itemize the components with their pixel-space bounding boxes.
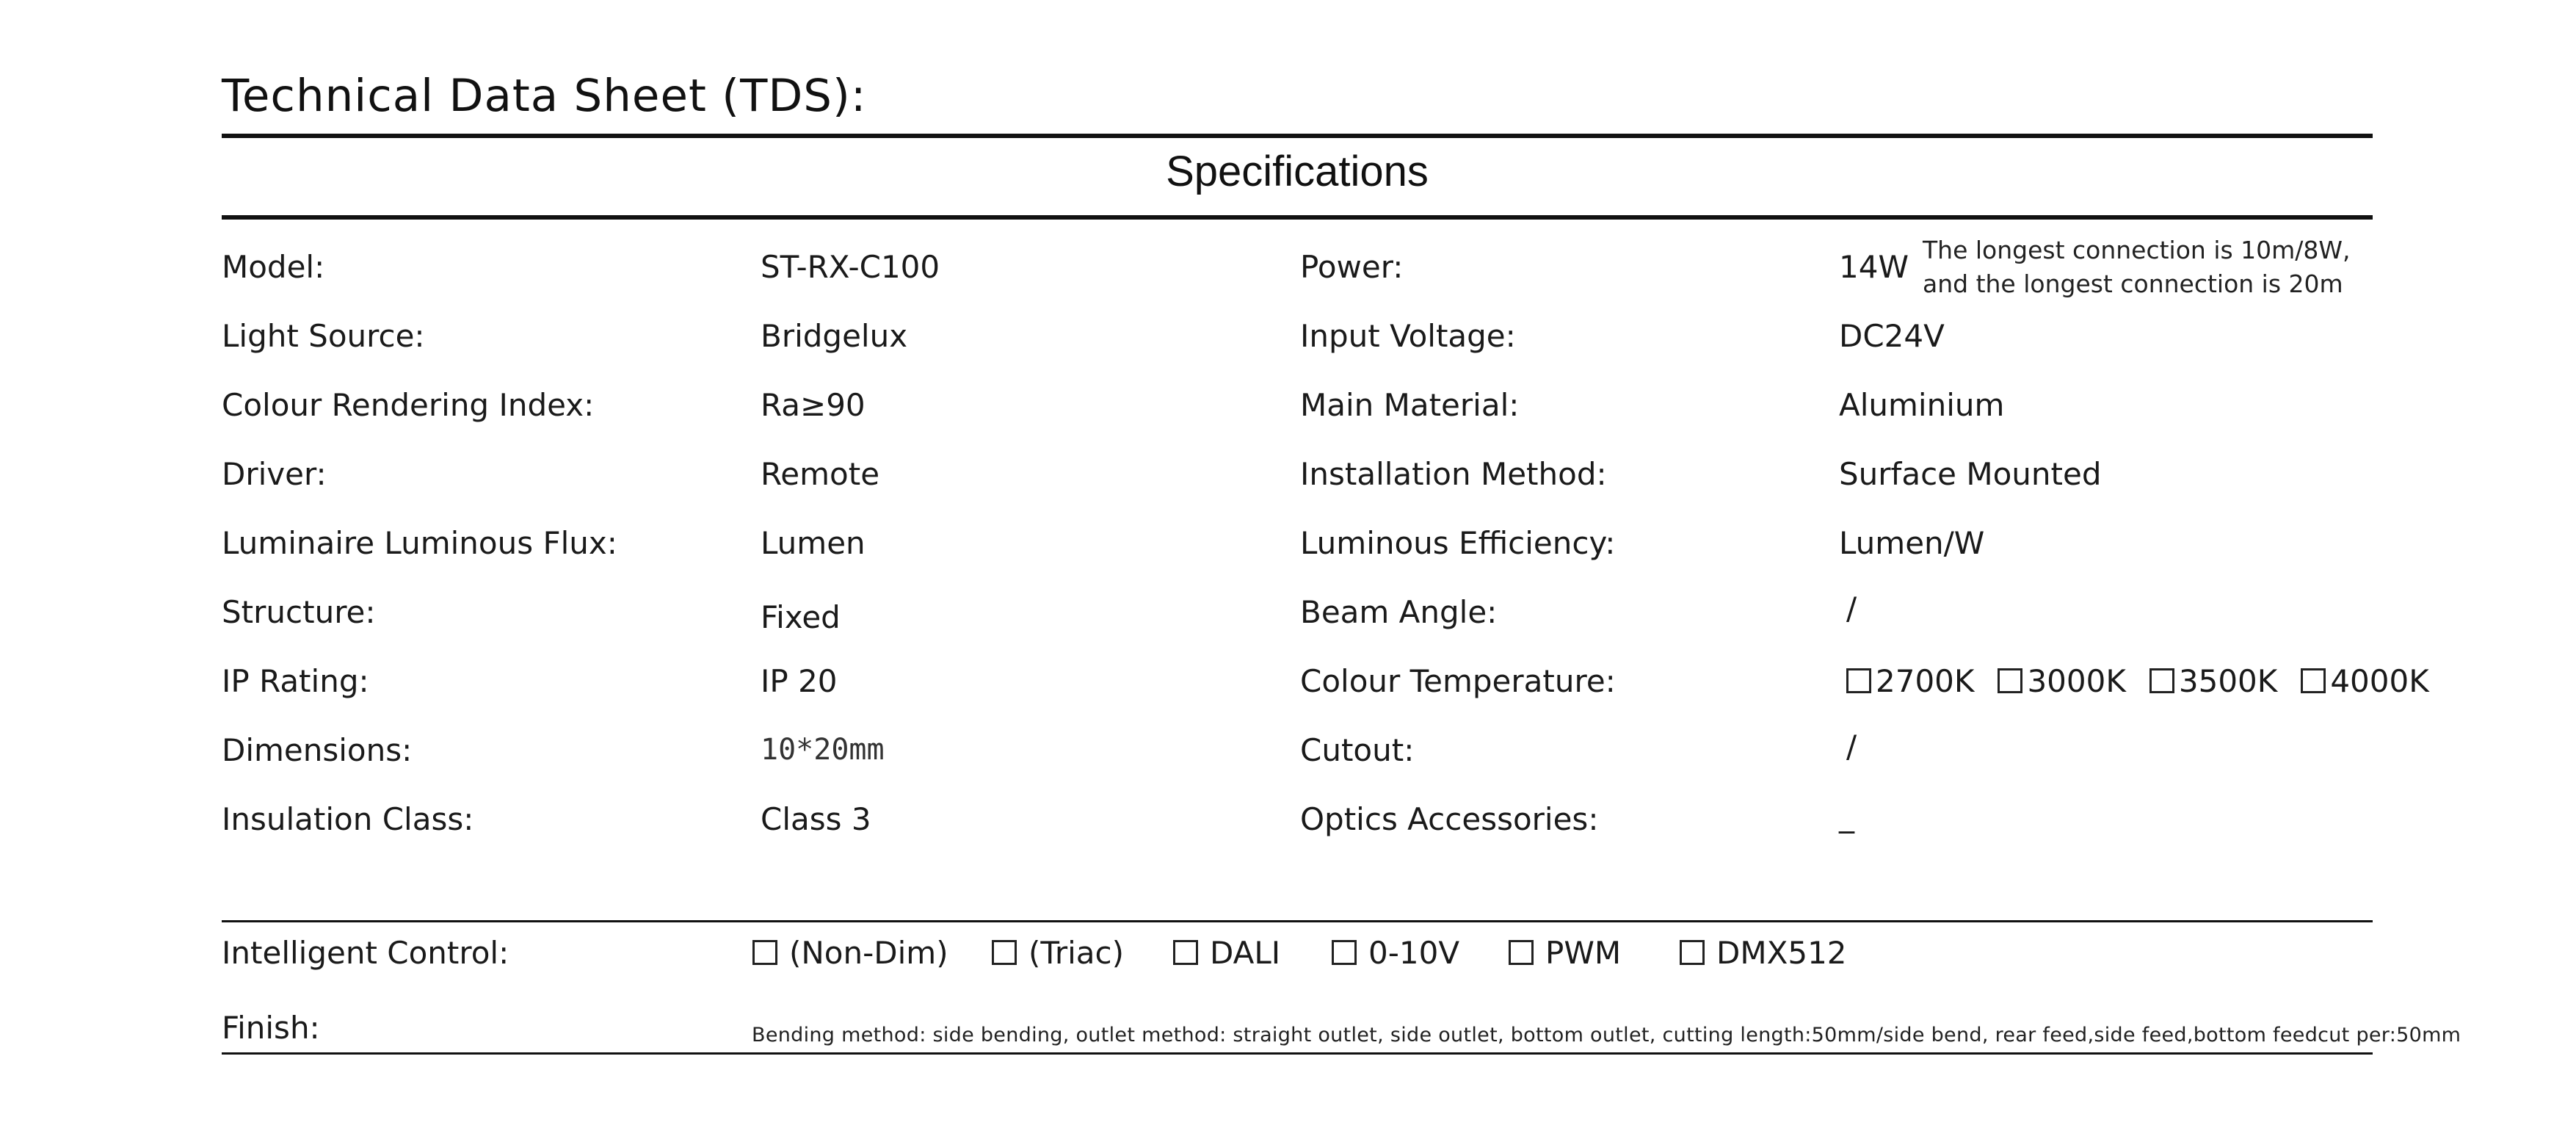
title-divider [222, 134, 2373, 138]
power-note-line-2: and the longest connection is 20m [1923, 270, 2343, 298]
checkbox-icon [1846, 668, 1871, 693]
checkbox-icon [752, 940, 777, 965]
control-option-non-dim[interactable]: (Non-Dim) [752, 938, 948, 969]
optics-value: _ [1839, 798, 1854, 834]
model-label: Model: [222, 249, 325, 285]
driver-label: Driver: [222, 456, 327, 492]
checkbox-icon [1998, 668, 2022, 693]
power-note-line-1: The longest connection is 10m/8W, [1923, 236, 2351, 264]
power-value: 14W [1839, 249, 1909, 285]
insulation-label: Insulation Class: [222, 801, 474, 837]
light-source-value: Bridgelux [761, 318, 908, 354]
control-divider [222, 920, 2373, 922]
driver-value: Remote [761, 456, 880, 492]
installation-value: Surface Mounted [1839, 456, 2102, 492]
flux-value: Lumen [761, 525, 866, 561]
checkbox-icon [992, 940, 1017, 965]
section-title: Specifications [1166, 148, 1429, 195]
material-value: Aluminium [1839, 387, 2005, 423]
installation-label: Installation Method: [1300, 456, 1607, 492]
beam-label: Beam Angle: [1300, 594, 1498, 630]
power-note [1923, 234, 2351, 301]
cct-option-4000k[interactable]: 4000K [2301, 666, 2428, 697]
control-option-0-10v[interactable]: 0-10V [1332, 938, 1459, 969]
checkbox-icon [1680, 940, 1705, 965]
ip-value: IP 20 [761, 663, 838, 699]
efficiency-value: Lumen/W [1839, 525, 1985, 561]
insulation-value: Class 3 [761, 801, 871, 837]
material-label: Main Material: [1300, 387, 1520, 423]
control-option-triac[interactable]: (Triac) [992, 938, 1124, 969]
cct-option-3500k[interactable]: 3500K [2149, 666, 2277, 697]
cri-value: Ra≥90 [761, 387, 866, 423]
flux-label: Luminaire Luminous Flux: [222, 525, 617, 561]
checkbox-icon [2301, 668, 2326, 693]
cct-options [1846, 663, 2429, 699]
beam-value: / [1846, 590, 1857, 626]
control-option-pwm[interactable]: PWM [1509, 938, 1621, 969]
cutout-label: Cutout: [1300, 732, 1415, 768]
light-source-label: Light Source: [222, 318, 425, 354]
control-option-dmx512[interactable]: DMX512 [1680, 938, 1847, 969]
bottom-divider [222, 1052, 2373, 1055]
checkbox-icon [1332, 940, 1357, 965]
cct-label: Colour Temperature: [1300, 663, 1616, 699]
checkbox-icon [1509, 940, 1534, 965]
structure-label: Structure: [222, 594, 376, 630]
input-voltage-label: Input Voltage: [1300, 318, 1516, 354]
structure-value: Fixed [761, 599, 841, 635]
finish-label: Finish: [222, 1010, 320, 1046]
dimensions-label: Dimensions: [222, 732, 413, 768]
checkbox-icon [1173, 940, 1198, 965]
tds-sheet [222, 0, 2461, 1128]
finish-note: Bending method: side bending, outlet method: straight outlet, side outlet, bottom outlet, cutting length:50mm/side bend, rear feed,side feed,bottom feedcut per:50mm [752, 1024, 2461, 1046]
efficiency-label: Luminous Efficiency: [1300, 525, 1616, 561]
dimensions-value: 10*20mm [761, 733, 885, 767]
section-divider [222, 215, 2373, 220]
checkbox-icon [2149, 668, 2174, 693]
input-voltage-value: DC24V [1839, 318, 1945, 354]
cct-option-3000k[interactable]: 3000K [1998, 666, 2125, 697]
optics-label: Optics Accessories: [1300, 801, 1599, 837]
cri-label: Colour Rendering Index: [222, 387, 595, 423]
page-title: Technical Data Sheet (TDS): [222, 70, 867, 122]
control-label: Intelligent Control: [222, 935, 509, 971]
model-value: ST-RX-C100 [761, 249, 940, 285]
control-option-dali[interactable]: DALI [1173, 938, 1280, 969]
cutout-value: / [1846, 728, 1857, 764]
power-label: Power: [1300, 249, 1404, 285]
cct-option-2700k[interactable]: 2700K [1846, 666, 1974, 697]
ip-label: IP Rating: [222, 663, 369, 699]
